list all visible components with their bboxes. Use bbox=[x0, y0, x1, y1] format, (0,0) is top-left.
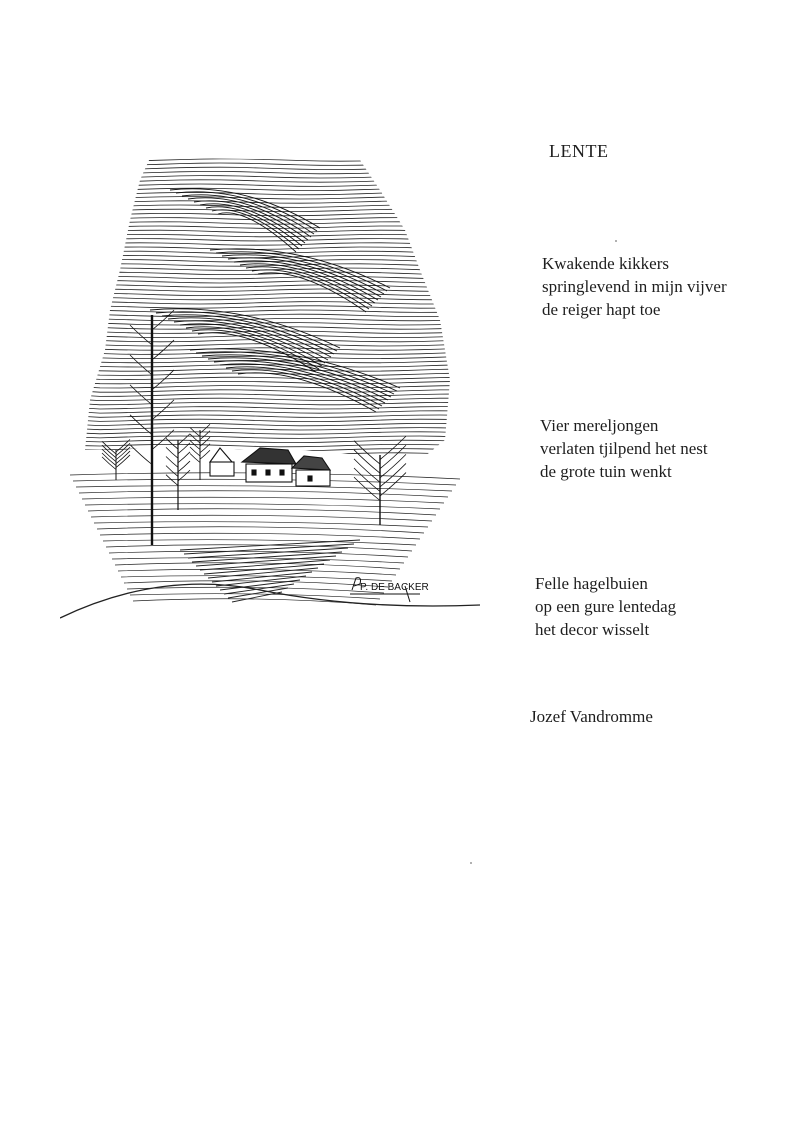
stanza-3 bbox=[535, 572, 676, 641]
stanza-2 bbox=[540, 414, 708, 483]
stanza-line: Vier mereljongen bbox=[540, 416, 659, 435]
stanza-line: springlevend in mijn vijver bbox=[542, 277, 727, 296]
stanza-line: het decor wisselt bbox=[535, 620, 650, 639]
stanza-line: Kwakende kikkers bbox=[542, 254, 669, 273]
fields bbox=[60, 473, 480, 618]
stanza-1 bbox=[542, 252, 727, 321]
poem-author: Jozef Vandromme bbox=[530, 707, 653, 726]
stanza-line: op een gure lentedag bbox=[535, 597, 677, 616]
scan-speck bbox=[470, 862, 472, 864]
artist-signature bbox=[350, 578, 429, 602]
stanza-line: de grote tuin wenkt bbox=[540, 462, 672, 481]
signature-text: P. DE BACKER bbox=[360, 582, 429, 593]
scan-speck bbox=[615, 240, 617, 242]
stanza-line: verlaten tjilpend het nest bbox=[540, 439, 708, 458]
stanza-line: de reiger hapt toe bbox=[542, 300, 661, 319]
farmhouses bbox=[210, 448, 330, 486]
landscape-illustration bbox=[60, 150, 480, 620]
poem-title: LENTE bbox=[549, 141, 609, 161]
stanza-line: Felle hagelbuien bbox=[535, 574, 648, 593]
